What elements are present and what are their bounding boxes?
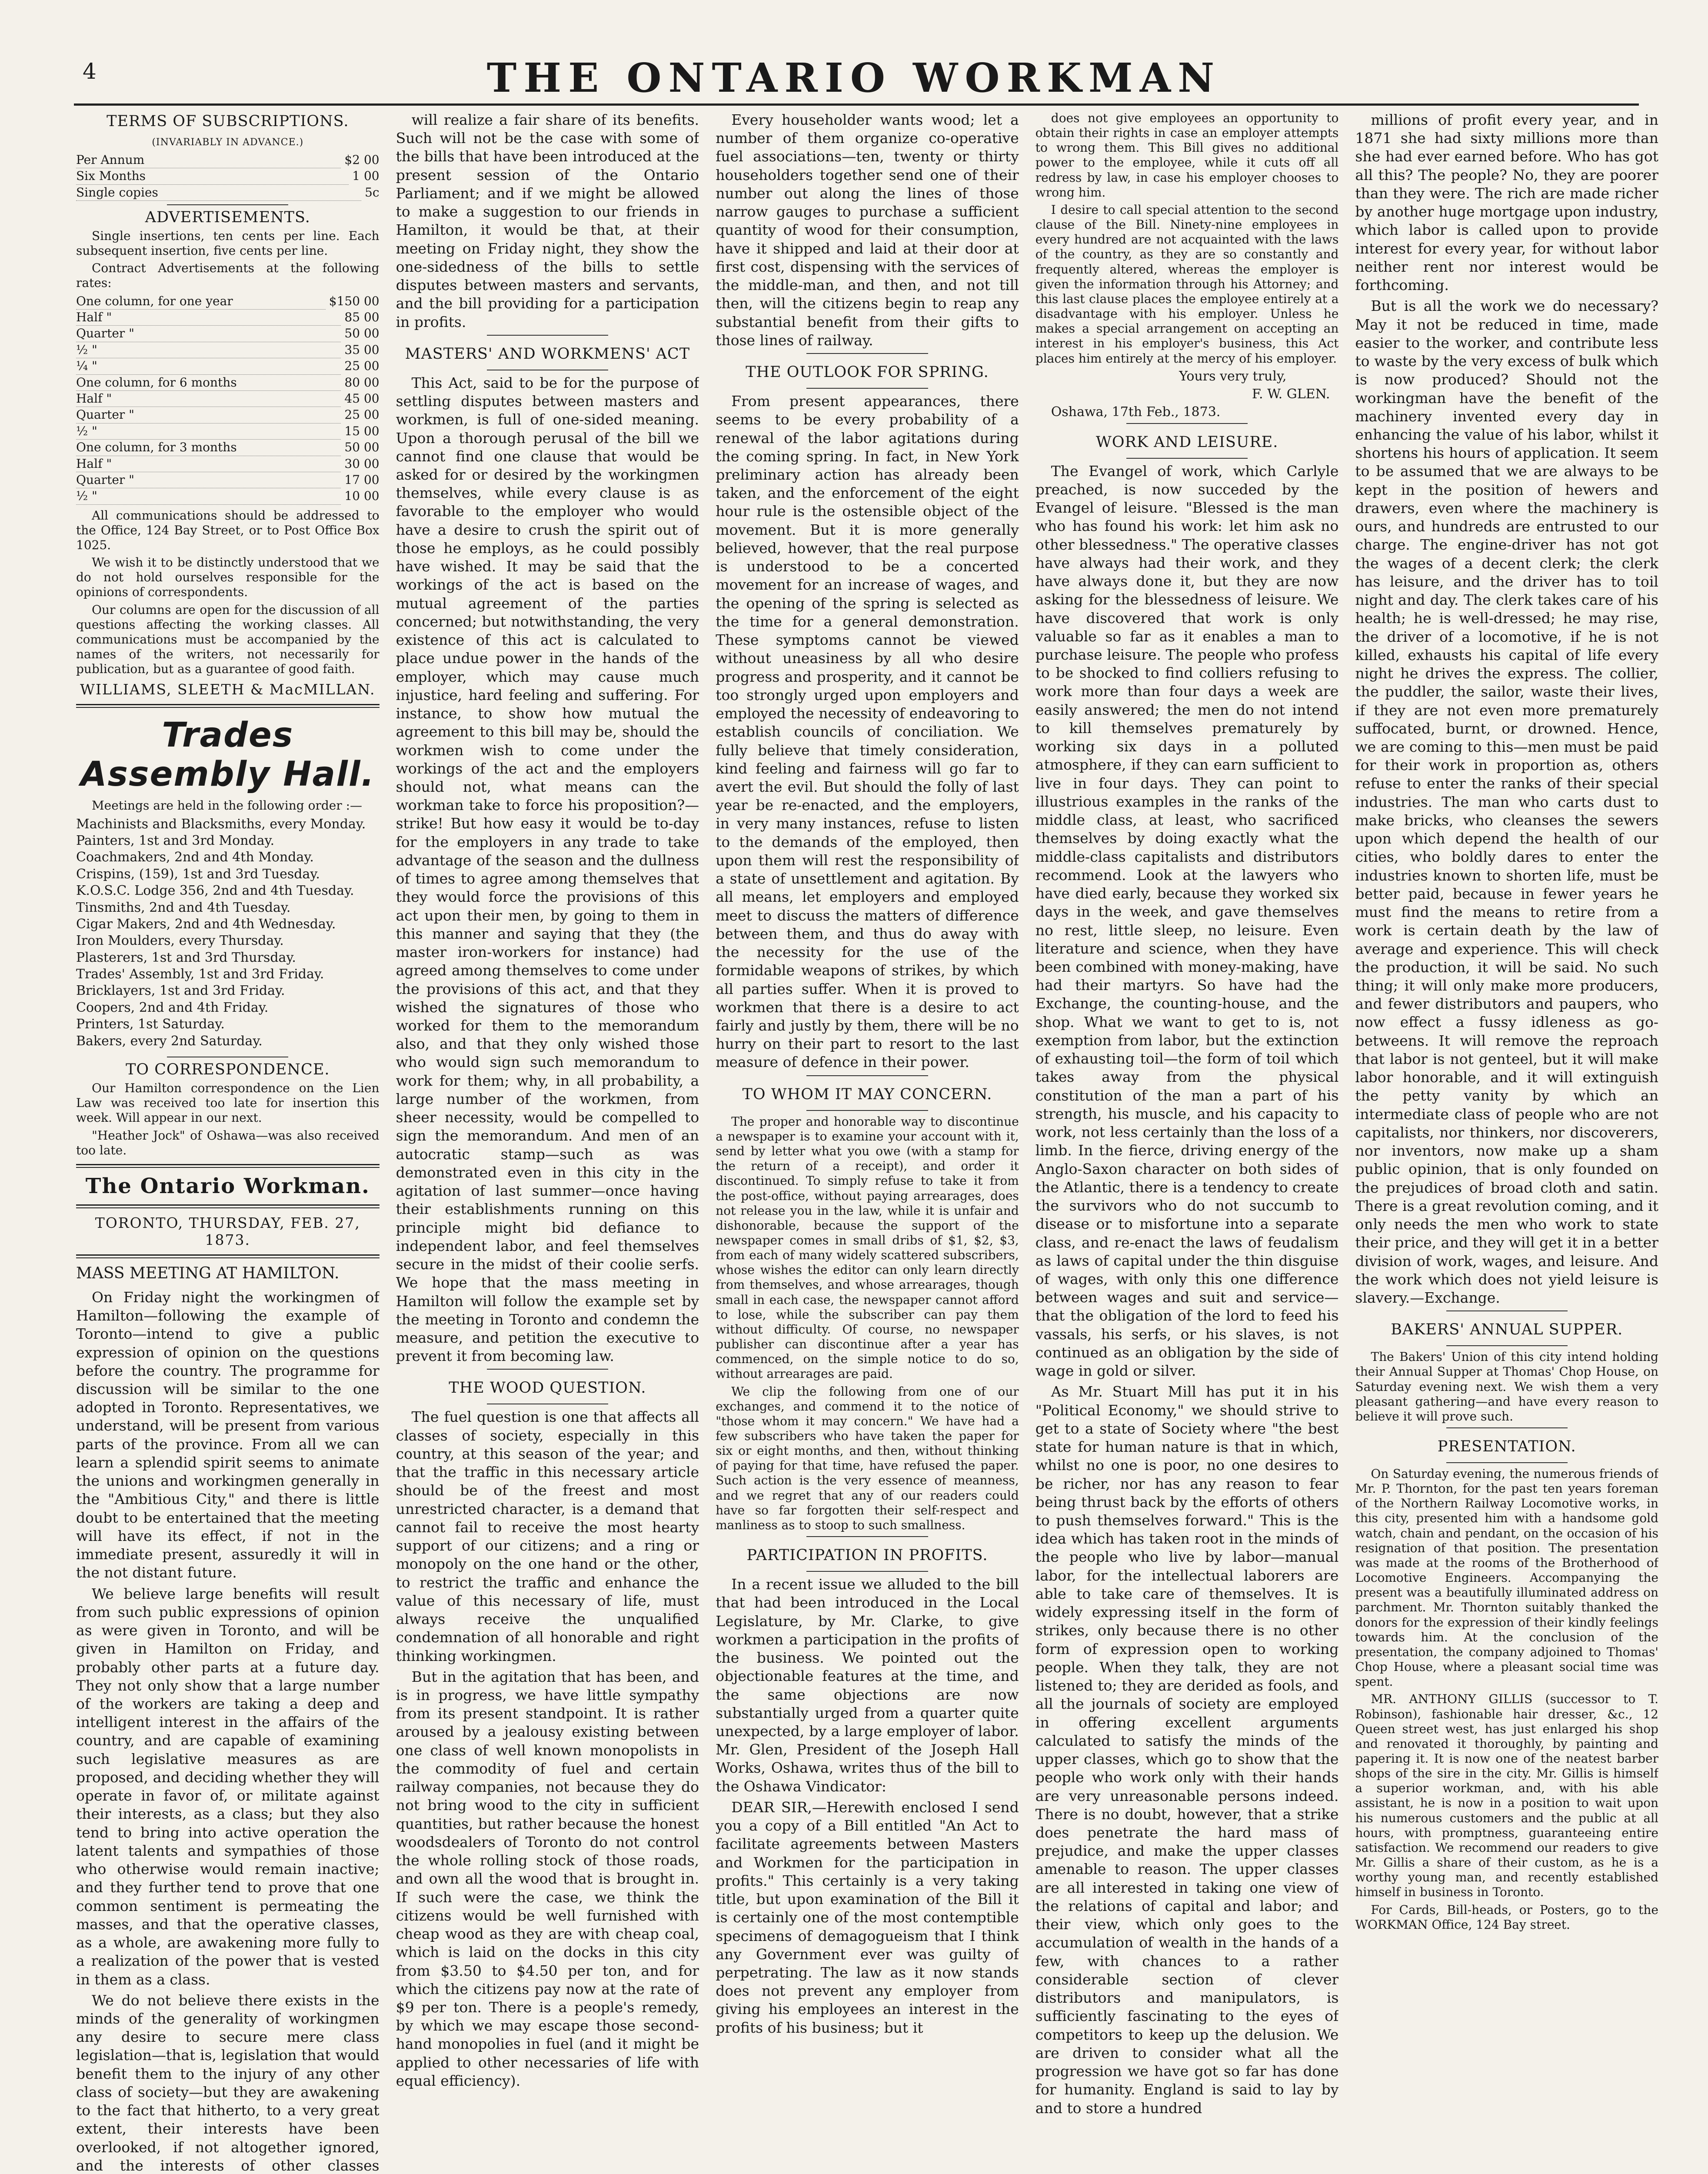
rate-label: Per Annum <box>76 152 341 168</box>
article-paragraph: millions of profit every year, and in 1871 she had sixty millions more than she had ever earned before. Who has got all this? The people? No, they are poorer than they were. The rich are made richer by another huge mortgage upon industry, which labor is called upon to provide interest for every year, for without labor neither rent nor interest would be forthcoming. <box>1355 111 1658 294</box>
bakers-heading: BAKERS' ANNUAL SUPPER. <box>1391 1321 1623 1339</box>
article-paragraph: MR. ANTHONY GILLIS (successor to T. Robinson), fashionable hair dresser, &c., 12 Queen street west, has just enlarged his shop and renovated it thoroughly, by painting and papering it. It is now one of the neatest barber shops of the sire in the city. Mr. Gillis is himself a superior workman, and, with his able assistant, he is now in a position to wait upon his numerous customers and the public at all hours, with promptness, guaranteeing entire satisfaction. We recommend our readers to give Mr. Gillis a share of their custom, as he is a worthy young man, and recently established himself in business in Toronto. <box>1355 1692 1658 1900</box>
col3-intro <box>716 111 1019 350</box>
meeting-item: Bricklayers, 1st and 3rd Friday. <box>76 983 285 999</box>
article-paragraph: We clip the following from one of our exchanges, and commend it to the notice of "those whom it may concern." We have had a few subscribers who have taken the paper for six or eight months, and then, without thinking of paying for that time, have refused the paper. Such action is the very essence of meanness, and we regret that any of our readers could have so far forgotten their self-respect and manliness as to stoop to such smallness. <box>716 1384 1019 1532</box>
spring-heading: THE OUTLOOK FOR SPRING. <box>746 363 989 381</box>
rate-label: Single copies <box>76 185 361 201</box>
column-2 <box>396 111 699 2174</box>
page-number: 4 <box>83 59 97 84</box>
rate-price: 85 00 <box>344 310 380 325</box>
meeting-item: K.O.S.C. Lodge 356, 2nd and 4th Tuesday. <box>76 883 354 899</box>
masters-act-heading: MASTERS' AND WORKMENS' ACT <box>405 345 690 363</box>
rate-label: Quarter " <box>76 407 341 423</box>
article-paragraph: On Friday night the workingmen of Hamilton—following the example of Toronto—intend to give a public expression of opinion on the questions before the country. The programme for discussion will be similar to the one adopted in Toronto. Representatives, we understand, will be present from various parts of the province. From all we can learn a splendid spirit seems to animate the unions and workingmen generally in the "Ambitious City," and there is little doubt to be entertained that the meeting will have its effect, if not in the immediate present, assuredly it will in the not distant future. <box>76 1288 380 1581</box>
work-continued-body <box>1355 111 1658 1307</box>
article-paragraph: The Bakers' Union of this city intend holding their Annual Supper at Thomas' Chop House, on Saturday evening next. We wish them a very pleasant gathering—and have every reason to believe it will prove such. <box>1355 1350 1658 1424</box>
ad-contract-intro: Contract Advertisements at the following rates: <box>76 261 380 290</box>
rate-row <box>76 152 380 168</box>
article-paragraph: We believe large benefits will result from such public expressions of opinion as were given in Toronto, and will be given in Hamilton on Friday, and probably other parts at a future day. They not only show that a large number of the workers are taking a deep and intelligent interest in the affairs of the country, and are capable of examining such legislative measures as are proposed, and deciding whether they will operate in favor of, or militate against their interests, as a class; but they also tend to bring into active operation the latent talents and sympathies of those who otherwise would remain inactive; and they further tend to prove that one common sentiment is permeating the masses, and that the operative classes, as a whole, are awakening more fully to a realization of the power that is vested in them as a class. <box>76 1585 380 1988</box>
publishers: WILLIAMS, SLEETH & MacMILLAN. <box>80 681 376 698</box>
divider <box>1446 1462 1568 1463</box>
rate-price: 25 00 <box>344 407 380 422</box>
rate-label: One column, for 3 months <box>76 440 341 456</box>
rate-price: 80 00 <box>344 375 380 390</box>
divider <box>1446 1427 1568 1428</box>
rate-row <box>76 326 380 342</box>
newspaper-title: THE ONTARIO WORKMAN <box>486 54 1222 101</box>
rate-price: 30 00 <box>344 456 380 471</box>
trades-assembly-title: Trades Assembly Hall. <box>80 716 375 794</box>
rate-row <box>76 293 380 310</box>
bakers-body <box>1355 1350 1658 1424</box>
article-paragraph: The proper and honorable way to discontinue a newspaper is to examine your account with it, send by letter what you owe (with a stamp for the return of a receipt), and order it discontinued. To simply refuse to take it from the post-office, without paying arrearages, does not release you in the law, while it is unfair and dishonorable, because the support of the newspaper comes in small dribs of $1, $2, $3, from each of many widely scattered subscribers, whose wishes the editor can only learn directly from themselves, and whose arrearages, though small in each case, the newspaper cannot afford to lose, while the subscriber can pay them without difficulty. Of course, no newspaper publisher can discontinue after a year has commenced, on the simple notice to do so, without arrearages are paid. <box>716 1114 1019 1381</box>
concern-body <box>716 1114 1019 1533</box>
letter-signature: F. W. GLEN. <box>1252 386 1330 402</box>
meeting-item: Coachmakers, 2nd and 4th Monday. <box>76 850 314 865</box>
masters-act-body <box>396 374 699 1366</box>
meeting-item: Machinists and Blacksmiths, every Monday. <box>76 816 366 832</box>
meeting-item: Crispins, (159), 1st and 3rd Tuesday. <box>76 866 320 882</box>
rate-price: 25 00 <box>344 359 380 373</box>
wood-question-body <box>396 1408 699 2090</box>
rate-price: 35 00 <box>344 342 380 357</box>
meeting-item: Printers, 1st Saturday. <box>76 1017 225 1032</box>
letter-body <box>1035 111 1339 366</box>
rate-label: Half " <box>76 391 341 407</box>
masthead-rule <box>74 103 1639 106</box>
meeting-item: Coopers, 2nd and 4th Friday. <box>76 1000 269 1015</box>
meetings-list <box>76 816 380 1050</box>
ad-notice: All communications should be addressed to the Office, 124 Bay Street, or to Post Office Box 1025. <box>76 508 380 553</box>
meeting-item: Plasterers, 1st and 3rd Thursday. <box>76 950 296 965</box>
rate-price: $150 00 <box>329 293 380 308</box>
ad-notice: Our columns are open for the discussion of all questions affecting the working classes. All communications must be accompanied by the names of the writers, not necessarily for publication, but as a guarantee of good faith. <box>76 602 380 677</box>
wood-question-heading: THE WOOD QUESTION. <box>449 1379 646 1397</box>
advertisements-heading: ADVERTISEMENTS. <box>145 209 310 226</box>
divider <box>1446 1345 1568 1346</box>
rate-row <box>76 423 380 440</box>
article-paragraph: will realize a fair share of its benefits. Such will not be the case with some of the bills that have been introduced at the present session of the Ontario Parliament; and if we might be allowed to make a suggestion to our friends in Hamilton, it would be that, at their meeting on Friday night, they show the one-sidedness of the bills to settle disputes between masters and servants, and the bill providing for a participation in profits. <box>396 111 699 330</box>
correspondence-text: "Heather Jock" of Oshawa—was also received too late. <box>76 1128 380 1157</box>
article-paragraph: DEAR SIR,—Herewith enclosed I send you a copy of a Bill entitled "An Act to facilitate agreements between Masters and Workmen for the participation in profits." This certainly is a very taking title, but upon examination of the Bill it is certainly one of the most contemptible specimens of demagogueism that I think any Government ever was guilty of perpetrating. The law as it now stands does not prevent any employer from giving his employees an interest in the profits of his business; but it <box>716 1798 1019 2036</box>
meeting-item: Trades' Assembly, 1st and 3rd Friday. <box>76 967 324 982</box>
rate-row <box>76 168 380 184</box>
rate-label: ½ " <box>76 488 341 504</box>
divider <box>806 353 928 354</box>
rate-label: Half " <box>76 456 341 472</box>
editorial-dateline: TORONTO, THURSDAY, FEB. 27, 1873. <box>95 1214 360 1248</box>
rate-label: Six Months <box>76 168 349 184</box>
mass-meeting-body <box>76 1288 380 2174</box>
rate-row <box>76 375 380 391</box>
rate-price: 50 00 <box>344 440 380 455</box>
article-paragraph: For Cards, Bill-heads, or Posters, go to the WORKMAN Office, 124 Bay street. <box>1355 1902 1658 1932</box>
rate-price: 10 00 <box>344 489 380 503</box>
divider <box>487 1369 608 1370</box>
divider <box>167 204 288 205</box>
rate-label: Quarter " <box>76 326 341 342</box>
letter-closing: Yours very truly, <box>1179 368 1287 384</box>
mass-meeting-heading: MASS MEETING AT HAMILTON. <box>76 1264 340 1282</box>
rate-row <box>76 185 380 201</box>
rate-row <box>76 440 380 456</box>
rate-label: Quarter " <box>76 472 341 488</box>
rate-row <box>76 456 380 472</box>
article-paragraph: I desire to call special attention to the second clause of the Bill. Ninety-nine employees in every hundred are not acquainted with the laws of the country, as they are so constantly and frequently altered, whereas the employer is given the information through his Attorney; and this last clause places the employee entirely at a disadvantage with his employer. Unless he makes a special arrangement on accepting an interest in his employer's business, this Act places him entirely at the mercy of his employer. <box>1035 202 1339 366</box>
rate-label: One column, for one year <box>76 293 326 310</box>
article-paragraph: We do not believe there exists in the minds of the generality of workingmen any desire to secure mere class legislation—that is, legislation that would benefit them to the injury of any other class of society—but they are awakening to the fact that hitherto, to a very great extent, their interests have been overlooked, if not altogether ignored, and the interests of other classes <box>76 1991 380 2174</box>
divider <box>806 1075 928 1076</box>
rate-row <box>76 488 380 504</box>
rate-price: 17 00 <box>344 472 380 487</box>
column-3 <box>716 111 1019 2174</box>
article-paragraph: As Mr. Stuart Mill has put it in his "Political Economy," we should strive to get to a state of Society where "the best state for human nature is that in which, whilst no one is poor, no one desires to be richer, nor has any reason to fear being thrust back by the efforts of others to push themselves forward." This is the idea which has taken root in the minds of the people who live by labor—manual labor, for the intellectual laborers are able to take care of themselves. It is widely expressing itself in the form of strikes, only because there is no other form of expression open to working people. When they talk, they are not listened to; they are derided as fools, and all the journals of society are employed in offering excellent arguments calculated to satisfy the minds of the upper classes, which go to show that the people who work only with their hands are very unreasonable persons indeed. There is no doubt, however, that a strike does penetrate the hard mass of prejudice, and make the upper classes amenable to reason. The upper classes are all interested in taking one view of the relations of capital and labor; and their view, which only goes to the accumulation of wealth in the hands of a few, with chances to a rather considerable section of clever distributors and manipulators, is sufficiently fascinating to the eyes of competitors to keep up the delusion. We are driven to consider what all the progression we have got so far has done for humanity. England is said to lay by and to store a hundred <box>1035 1383 1339 2117</box>
rate-label: ½ " <box>76 423 341 440</box>
work-leisure-heading: WORK AND LEISURE. <box>1095 433 1279 451</box>
divider <box>1446 1310 1568 1311</box>
rate-label: ¼ " <box>76 358 341 374</box>
divider <box>76 704 380 708</box>
letter-date: Oshawa, 17th Feb., 1873. <box>1051 404 1221 420</box>
rate-price: 1 00 <box>352 169 380 183</box>
editorial-paper-name: The Ontario Workman. <box>85 1174 370 1198</box>
presentation-body <box>1355 1467 1658 1932</box>
article-paragraph: In a recent issue we alluded to the bill that had been introduced in the Local Legislature, by Mr. Clarke, to give workmen a participation in the profits of the business. We pointed out the objectionable features at the time, and the same objections are now substantially urged from a quarter quite unexpected, by a large employer of labor. Mr. Glen, President of the Joseph Hall Works, Oshawa, writes thus of the bill to the Oshawa Vindicator: <box>716 1576 1019 1795</box>
spring-body <box>716 392 1019 1072</box>
divider <box>1126 458 1248 459</box>
column-1 <box>76 111 380 2174</box>
divider <box>487 335 608 336</box>
subscriptions-subheading: (INVARIABLY IN ADVANCE.) <box>152 137 304 148</box>
newspaper-columns <box>76 111 1658 2174</box>
article-paragraph: But is all the work we do necessary? May it not be reduced in time, made easier to the worker, and contribute less to waste by the very excess of bulk which is now produced? Should not the workingman have the benefit of the machinery invented every day in enhancing the value of his labor, whilst it shortens his hours of application. It seem to be assumed that we are always to be kept in the position of hewers and drawers, even where the machinery is ours, and hundreds are entrusted to our charge. The engine-driver has not got the wages of a decent clerk; the clerk has leisure, and the driver has to toil night and day. The clerk takes care of his health; he is well-dressed; he may rise, the driver of a locomotive, if he is not killed, exhausts his capital of life every night he drives the express. The collier, the puddler, the sailor, waste their lives, if they are not even more prematurely suffocated, burnt, or drowned. Hence, we are coming to this—men must be paid for their work in proportion as, others refuse to enter the ranks of their special industries. The man who carts dust to make bricks, who cleanses the sewers upon which depend the health of our cities, who boldly dares to enter the industries known to shorten life, must be better paid, because in fewer years he must find the means to retire from a work is certain death by the law of average and experience. This will check the production, it will be said. No such thing; it will only make more producers, and fewer distributors and paupers, who now effect a fussy idleness as go-betweens. It will remove the reproach that labor is not genteel, but it will make labor honorable, and it will extinguish the petty vanity by which an intermediate class of people who are not capitalists, nor thinkers, nor discoverers, nor inventors, now make up a sham public opinion, that is only founded on the prejudices of broad cloth and satin. There is a great revolution coming, and it only needs the men who work to state their price, and they will get it in a better division of work, wages, and leisure. And the work which does not yield leisure is slavery.—Exchange. <box>1355 297 1658 1306</box>
divider <box>806 388 928 389</box>
meeting-item: Bakers, every 2nd Saturday. <box>76 1033 263 1049</box>
col2-intro <box>396 111 699 331</box>
divider <box>1126 423 1248 424</box>
divider <box>76 1204 380 1208</box>
meeting-item: Cigar Makers, 2nd and 4th Wednesday. <box>76 916 336 932</box>
correspondence-heading: TO CORRESPONDENCE. <box>126 1061 330 1079</box>
column-4 <box>1035 111 1339 2174</box>
rate-label: Half " <box>76 310 341 326</box>
presentation-heading: PRESENTATION. <box>1437 1438 1576 1456</box>
rate-label: One column, for 6 months <box>76 375 341 391</box>
rate-row <box>76 407 380 423</box>
subscription-rates <box>76 152 380 201</box>
rate-price: $2 00 <box>344 152 380 167</box>
article-paragraph: On Saturday evening, the numerous friends of Mr. P. Thornton, for the past ten years foreman of the Northern Railway Locomotive works, in this city, presented him with a handsome gold watch, chain and pendant, on the occasion of his resignation of that position. The presentation was made at the rooms of the Brotherhood of Locomotive Engineers. Accompanying the present was a beautifully illuminated address on parchment. Mr. Thornton suitably thanked the donors for the expression of their kindly feelings towards him. At the conclusion of the presentation, the company adjoined to Thomas' Chop House, where a pleasant social time was spent. <box>1355 1467 1658 1689</box>
meeting-item: Painters, 1st and 3rd Monday. <box>76 833 275 848</box>
divider <box>76 1254 380 1258</box>
ad-notice: We wish it to be distinctly understood that we do not hold ourselves responsible for the opinions of correspondents. <box>76 555 380 600</box>
rate-price: 5c <box>365 185 380 200</box>
article-paragraph: The fuel question is one that affects all classes of society, especially in this country, at this season of the year; and that the traffic in this necessary article should be of the freest and most unrestricted character, is a demand that cannot fail to receive the most hearty support of our citizens; and a ring or monopoly on the one hand or the other, to restrict the traffic and enhance the value of this necessary of life, must always receive the unqualified condemnation of all honorable and right thinking workingmen. <box>396 1408 699 1664</box>
masthead <box>0 0 1708 102</box>
divider <box>806 1536 928 1537</box>
rate-row <box>76 391 380 407</box>
article-paragraph: This Act, said to be for the purpose of settling disputes between masters and workmen, is full of one-sided meaning. Upon a thorough perusal of the bill we cannot find one clause that would be asked for or desired by the workingmen themselves, while every clause is as favorable to the employer who would have a desire to crush the spirit out of those he employs, as he could possibly have wished. It may be said that the workings of the act is based on the mutual agreement of the parties concerned; but notwithstanding, the very existence of this act is calculated to place undue power in the hands of the employer, which may cause much injustice, hard feeling and suffering. For instance, to show how mutual the agreement to this bill may be, should the workmen wish to come under the workings of the act and the employers should not, what means can the workman take to force his proposition?—strike! But how easy it would be to-day for the employers in any trade to take advantage of the season and the dullness of times to agree among themselves that they would force the provisions of this act upon their men, by going to them in this manner and saying that they (the master iron-workers for instance) had agreed among themselves to come under the provisions of this act, and that they wished the signatures of those who worked for them to the memorandum also, and that they only wished those who would sign such memorandum to work for them; why, in all probability, a large number of the workmen, from sheer necessity, would be compelled to sign the memorandum. And men of an autocratic stamp—such as was demonstrated even in this city in the agitation of last summer—once having their establishments running on this principle might bid defiance to independent labor, and feel themselves secure in the midst of their coolie serfs. We hope that the mass meeting in Hamilton will follow the example set by the meeting in Toronto and condemn the measure, and petition the executive to prevent it from becoming law. <box>396 374 699 1365</box>
subscriptions-heading: TERMS OF SUBSCRIPTIONS. <box>107 113 349 130</box>
profits-body <box>716 1575 1019 2037</box>
trades-intro: Meetings are held in the following order :— <box>92 798 363 813</box>
divider <box>806 1571 928 1572</box>
article-paragraph: The Evangel of work, which Carlyle preached, is now succeded by the Evangel of leisure. "Blessed is the man who has found his work: let him ask no other blessedness." The operative classes have always had their work, and they have always done it, but they are now asking for the blessedness of leisure. We have discovered that work is only valuable so far as it enables a man to purchase leisure. The people who profess to be shocked to find colliers refusing to work more than four days a week are easily answered; the men do not intend to kill themselves prematurely by working six days in a polluted atmosphere, if they can earn sufficient to live in four days. They can point to illustrious examples in the ranks of the middle class, at least, who sacrificed themselves by doing exactly what the middle-class capitalists and distributors recommend. Look at the lawyers who have died early, because they worked six days in the week, and gave themselves no rest, little sleep, no leisure. Even literature and science, when they have been combined with money-making, have had their martyrs. So have had the Exchange, the counting-house, and the shop. What we want to get to is, not exemption from labor, but the extinction of exhausting toil—the form of toil which takes away from the physical constitution of the man a part of his strength, his muscle, and his capacity to work, not less certainly than the loss of a limb. In the fierce, driving energy of the Anglo-Saxon character on both sides of the Atlantic, there is a tendency to create the survivors who do not succumb to disease or to misfortune into a separate class, and re-enact the laws of feudalism as laws of capital under the thin disguise of wages, with only this one difference between wages and suit and service—that the obligation of the lord to feed his vassals, his serfs, or his slaves, is not continued as an obligation by the side of wage in gold or silver. <box>1035 462 1339 1380</box>
rate-price: 50 00 <box>344 326 380 341</box>
rate-price: 15 00 <box>344 423 380 438</box>
article-paragraph: Every householder wants wood; let a number of them organize co-operative fuel associations—ten, twenty or thirty householders together send one of their number out along the lines of those narrow gauges to purchase a sufficient quantity of wood for their consumption, have it shipped and laid at their door at first cost, dispensing with the services of the middle-man, and then, and not till then, will the citizens begin to reap any substantial benefit from their gifts to those lines of railway. <box>716 111 1019 349</box>
correspondence-text: Our Hamilton correspondence on the Lien Law was received too late for insertion this week. Will appear in our next. <box>76 1081 380 1125</box>
column-5 <box>1355 111 1658 2174</box>
rate-row <box>76 310 380 326</box>
rate-row <box>76 342 380 358</box>
rate-row <box>76 472 380 488</box>
divider <box>806 1110 928 1111</box>
divider <box>76 1164 380 1168</box>
rate-label: ½ " <box>76 342 341 358</box>
work-leisure-body <box>1035 462 1339 2117</box>
article-paragraph: But in the agitation that has been, and is in progress, we have little sympathy from its present standpoint. It is rather aroused by a jealousy existing between one class of well known monopolists in the commodity of fuel and certain railway companies, not because they do not bring wood to the city in sufficient quantities, but rather because the honest woodsdealers of Toronto do not control the whole rolling stock of those roads, and own all the wood that is brought in. If such were the case, we think the citizens would be well furnished with cheap wood as they are with cheap coal, which is laid on the docks in this city from $3.50 to $4.50 per ton, and for which the citizens pay now at the rate of $9 per ton. There is a people's remedy, by which we may escape those second-hand monopolies in fuel (and it might be applied to other necessaries of life with equal efficiency). <box>396 1668 699 2089</box>
ad-rates <box>76 293 380 505</box>
concern-heading: TO WHOM IT MAY CONCERN. <box>742 1085 992 1103</box>
article-paragraph: does not give employees an opportunity to obtain their rights in case an employer attempts to wrong them. This Bill gives no additional power to the employee, while it cuts off all redress by law, in case his employer chooses to wrong him. <box>1035 111 1339 200</box>
meeting-item: Tinsmiths, 2nd and 4th Tuesday. <box>76 900 291 915</box>
article-paragraph: From present appearances, there seems to be every probability of a renewal of the labor agitations during the coming spring. In fact, in New York preliminary action has already been taken, and the enforcement of the eight hour rule is the ostensible object of the movement. But it is more generally believed, however, that the real purpose is understood to be a concerted movement for an increase of wages, and the opening of the spring is selected as the time for a general demonstration. These symptoms cannot be viewed without uneasiness by all who desire progress and prosperity, and it cannot be too strongly urged upon employers and employed the necessity of endeavoring to establish councils of conciliation. We fully believe that timely consideration, kind feeling and fairness will go far to avert the evil. But should the folly of last year be re-enacted, and the employers, in very many instances, refuse to listen to the demands of the employed, then upon them will rest the responsibility of a state of unsettlement and agitation. By all means, let employers and employed meet to discuss the matters of difference between them, and thus do away with the necessity for the use of the formidable weapons of strikes, by which all parties suffer. When it is proved to workmen that there is a desire to act fairly and justly by them, there will be no hurry on their part to resort to the last measure of defence in their power. <box>716 393 1019 1071</box>
rate-price: 45 00 <box>344 391 380 406</box>
ad-intro: Single insertions, ten cents per line. Each subsequent insertion, five cents per line. <box>76 229 380 258</box>
meeting-item: Iron Moulders, every Thursday. <box>76 933 284 949</box>
rate-row <box>76 358 380 374</box>
profits-heading: PARTICIPATION IN PROFITS. <box>746 1547 988 1564</box>
